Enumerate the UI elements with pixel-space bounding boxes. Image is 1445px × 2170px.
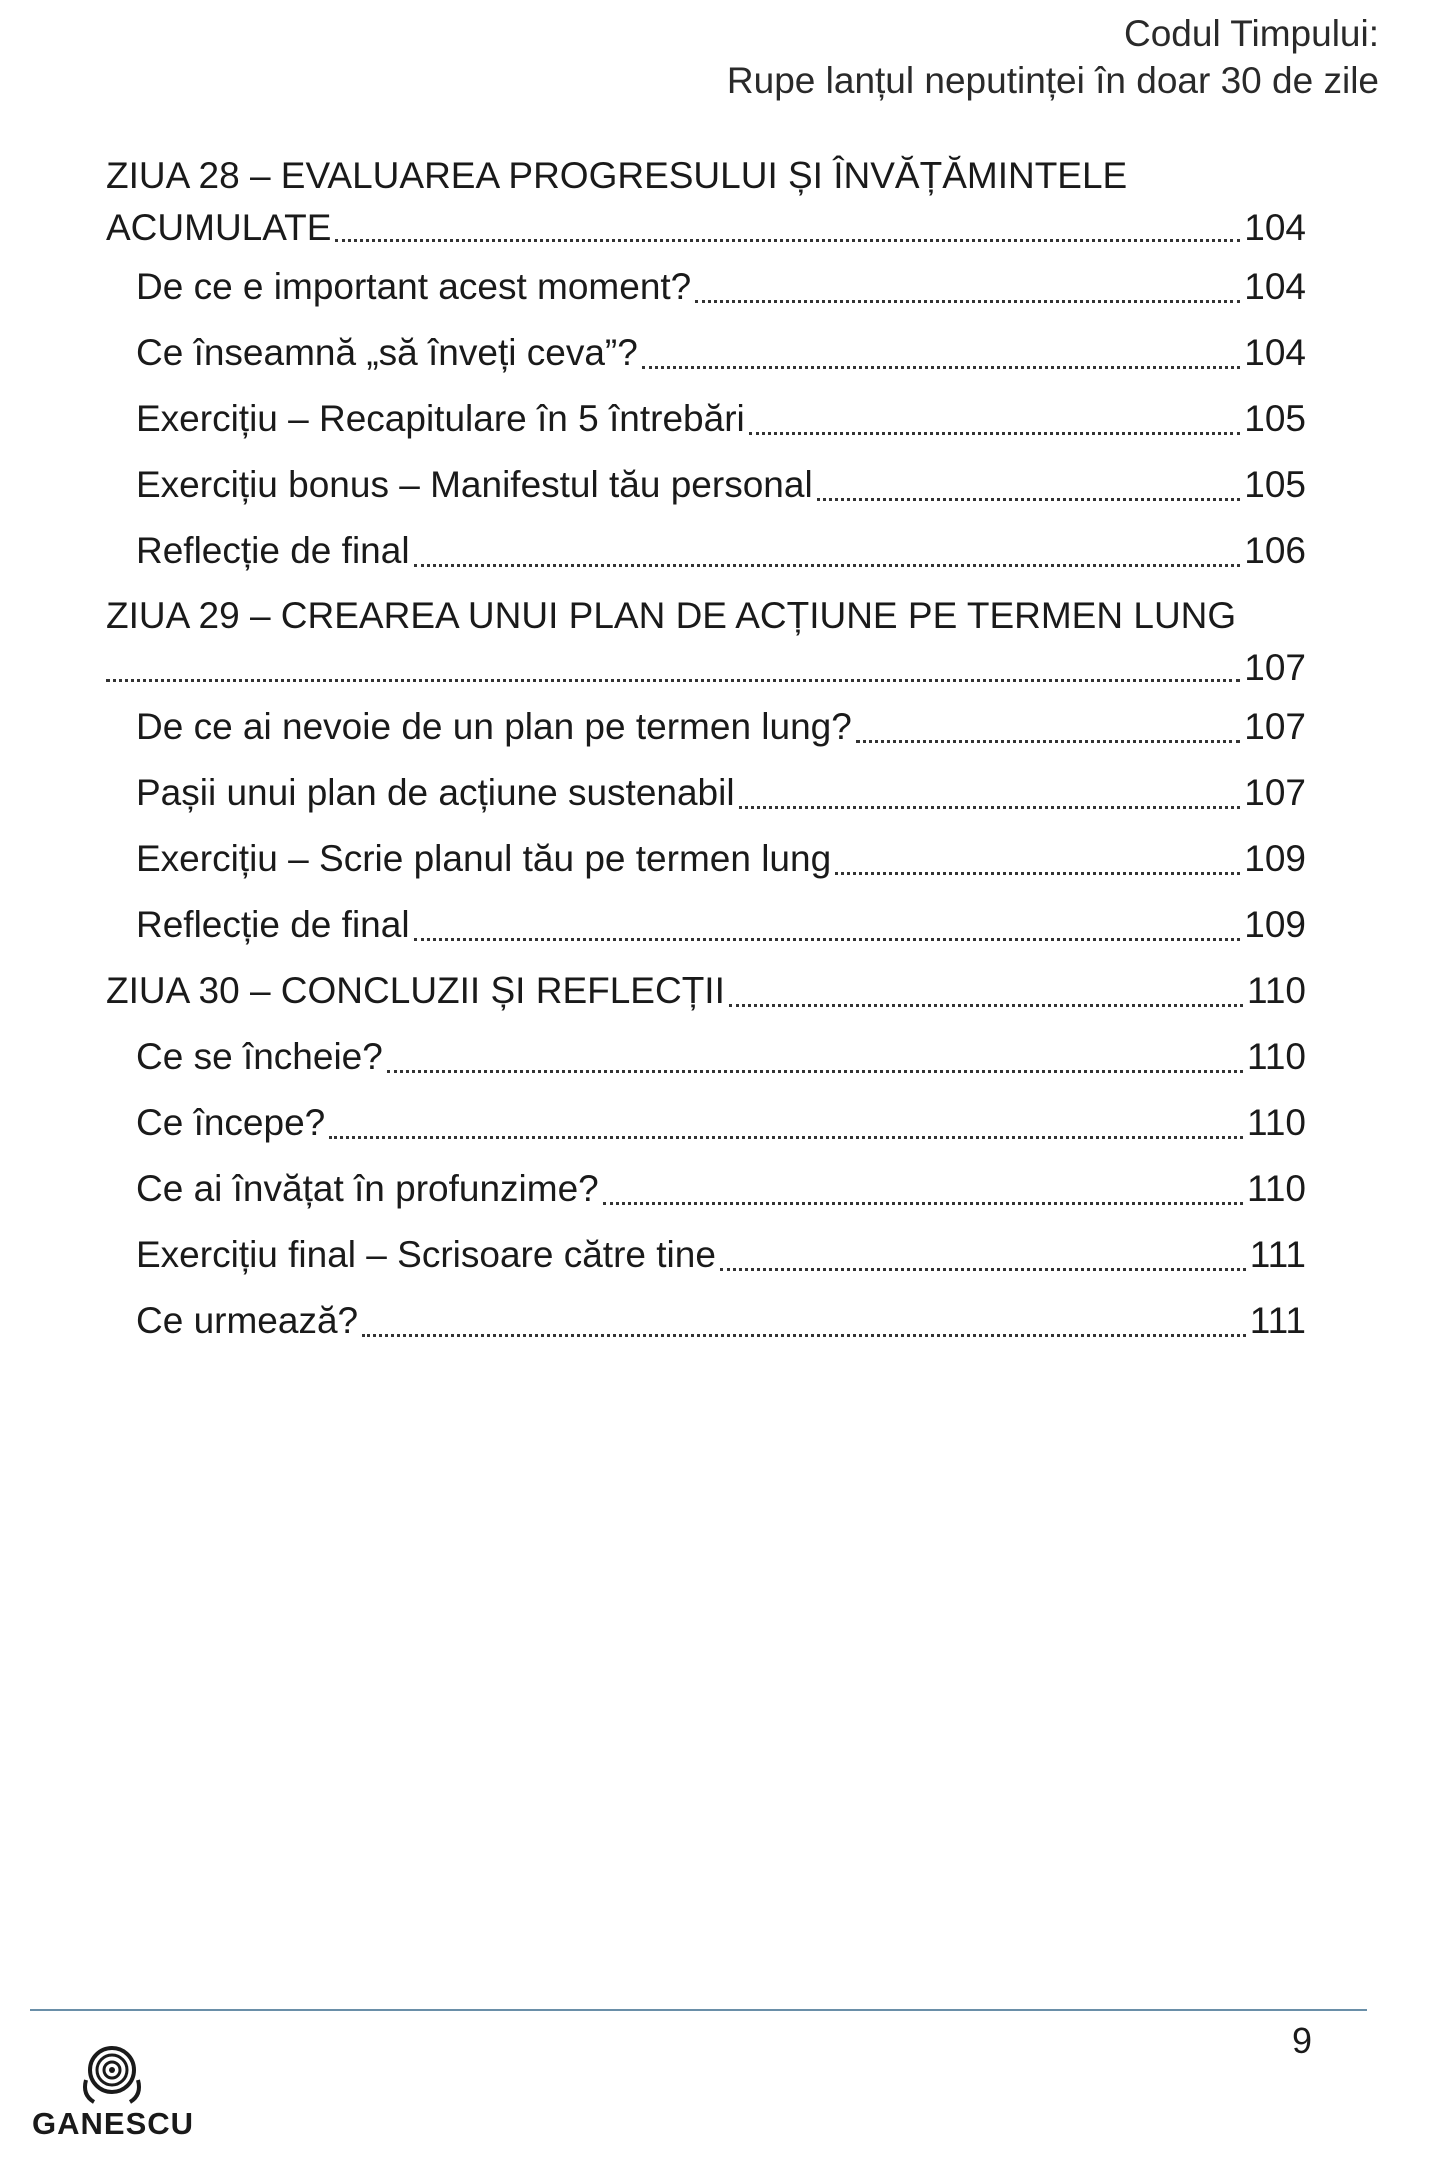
leader-dots — [642, 366, 1240, 369]
toc-item[interactable] — [106, 760, 1306, 826]
brand-name: GANESCU — [32, 2106, 195, 2141]
toc-page-number: 110 — [1247, 1102, 1306, 1143]
toc-item[interactable] — [106, 320, 1306, 386]
toc-chapter-title: ZIUA 30 – CONCLUZII ȘI REFLECȚII — [106, 970, 725, 1011]
leader-dots — [603, 1202, 1243, 1205]
toc-item-label: Pașii unui plan de acțiune sustenabil — [136, 772, 735, 813]
toc-item-label: Exercițiu – Recapitulare în 5 întrebări — [136, 398, 745, 439]
toc-item-label: Ce începe? — [136, 1102, 326, 1143]
toc-page-number: 111 — [1249, 1234, 1306, 1275]
toc-item[interactable] — [106, 1090, 1306, 1156]
leader-dots — [729, 1004, 1243, 1007]
leader-dots — [329, 1136, 1243, 1139]
toc-item[interactable] — [106, 254, 1306, 320]
toc-item-label: Ce înseamnă „să înveți ceva”? — [136, 332, 638, 373]
toc-page-number: 104 — [1244, 207, 1306, 248]
toc-item-label: Ce ai învățat în profunzime? — [136, 1168, 599, 1209]
toc-item[interactable] — [106, 1222, 1306, 1288]
toc-item-label: Reflecție de final — [136, 530, 410, 571]
toc-page-number: 110 — [1247, 970, 1306, 1011]
toc-page-number: 105 — [1244, 398, 1306, 439]
toc-item-label: De ce e important acest moment? — [136, 266, 692, 307]
toc-item[interactable] — [106, 518, 1306, 584]
leader-dots — [835, 872, 1240, 875]
toc-item[interactable] — [106, 452, 1306, 518]
toc-item[interactable] — [106, 1024, 1306, 1090]
leader-dots — [335, 239, 1240, 242]
running-header — [727, 10, 1379, 104]
toc-item-label: Ce se încheie? — [136, 1036, 383, 1077]
leader-dots — [720, 1268, 1246, 1271]
leader-dots — [106, 679, 1240, 682]
toc-item[interactable] — [106, 1156, 1306, 1222]
book-title: Codul Timpului: — [1123, 13, 1379, 54]
leader-dots — [695, 300, 1240, 303]
toc-page-number: 105 — [1244, 464, 1306, 505]
toc-page-number: 104 — [1244, 332, 1306, 373]
toc-page-number: 109 — [1244, 838, 1306, 879]
toc-item-label: Exercițiu – Scrie planul tău pe termen lung — [136, 838, 832, 879]
toc-chapter-title-line1: ZIUA 29 – CREAREA UNUI PLAN DE ACȚIUNE PE TERMEN LUNG — [106, 595, 1237, 636]
toc-page-number: 110 — [1247, 1168, 1306, 1209]
toc-chapter-title-line1: ZIUA 28 – EVALUAREA PROGRESULUI ȘI ÎNVĂȚĂMINTELE — [106, 155, 1128, 196]
leader-dots — [387, 1070, 1243, 1073]
toc-page-number: 109 — [1244, 904, 1306, 945]
footer-rule — [30, 2009, 1367, 2011]
toc-chapter-day30[interactable] — [106, 958, 1306, 1024]
leader-dots — [856, 740, 1240, 743]
toc-page-number: 110 — [1247, 1036, 1306, 1077]
toc-page-number: 107 — [1244, 706, 1306, 747]
leader-dots — [414, 938, 1241, 941]
leader-dots — [749, 432, 1241, 435]
toc-item-label: Exercițiu final – Scrisoare către tine — [136, 1234, 716, 1275]
leader-dots — [362, 1334, 1246, 1337]
toc-page-number: 111 — [1249, 1300, 1306, 1341]
toc-item[interactable] — [106, 892, 1306, 958]
toc-item[interactable] — [106, 1288, 1306, 1354]
toc-item[interactable] — [106, 386, 1306, 452]
leader-dots — [739, 806, 1241, 809]
toc-chapter-title-line2: ACUMULATE — [106, 207, 332, 248]
table-of-contents — [106, 150, 1306, 1354]
toc-page-number: 107 — [1244, 647, 1306, 688]
toc-page-number: 104 — [1244, 266, 1306, 307]
page-number: 9 — [1291, 2020, 1312, 2061]
leader-dots — [414, 564, 1241, 567]
toc-page-number: 106 — [1244, 530, 1306, 571]
book-subtitle: Rupe lanțul neputinței în doar 30 de zile — [726, 60, 1379, 101]
toc-item-label: Ce urmează? — [136, 1300, 359, 1341]
toc-item-label: Exercițiu bonus – Manifestul tău personal — [136, 464, 813, 505]
toc-item-label: Reflecție de final — [136, 904, 410, 945]
toc-chapter-day28[interactable] — [106, 150, 1306, 254]
toc-item-label: De ce ai nevoie de un plan pe termen lung? — [136, 706, 852, 747]
toc-item[interactable] — [106, 826, 1306, 892]
leader-dots — [817, 498, 1241, 501]
toc-chapter-day29[interactable] — [106, 590, 1306, 694]
toc-page-number: 107 — [1244, 772, 1306, 813]
toc-item[interactable] — [106, 694, 1306, 760]
